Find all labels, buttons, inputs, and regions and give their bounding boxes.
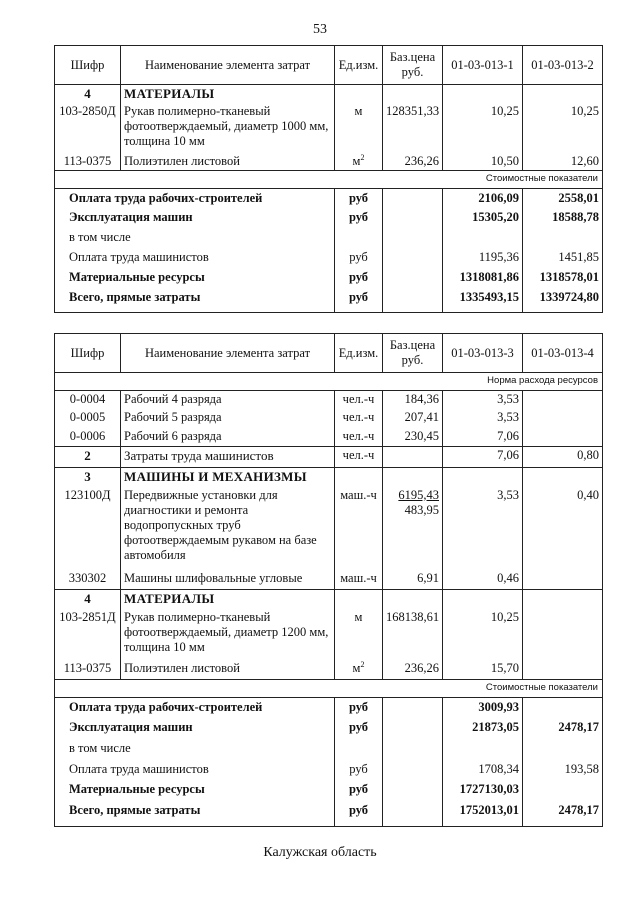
row-price: 128351,33 <box>383 103 443 152</box>
footer-region: Калужская область <box>263 845 377 860</box>
table-row <box>55 570 603 589</box>
page-number: 53 <box>313 22 327 37</box>
summary-value-2: 18588,78 <box>552 210 599 225</box>
header-cell: Наименование элемента затрат <box>121 334 335 373</box>
summary-label: Материальные ресурсы <box>55 268 335 288</box>
row-price: 184,36 <box>383 390 443 409</box>
table-filler <box>55 821 603 826</box>
summary-label: Эксплуатация машин <box>55 208 335 228</box>
summary-unit: руб <box>335 208 383 228</box>
summary-value-1 <box>443 739 523 760</box>
summary-value-1: 2106,09 <box>443 188 523 208</box>
row-value-1: 3,53 <box>443 487 523 571</box>
section-title: Затраты труда машинистов <box>121 447 335 467</box>
row-value-2 <box>523 390 603 409</box>
summary-row <box>55 268 603 288</box>
row-value-2 <box>523 428 603 447</box>
summary-unit: руб <box>335 288 383 308</box>
summary-value-1: 21873,05 <box>443 718 523 739</box>
header-cell: Баз.цена руб. <box>383 334 443 373</box>
header-cell: 01-03-013-3 <box>443 334 523 373</box>
summary-value-1: 1335493,15 <box>443 288 523 308</box>
band-cost <box>55 171 603 188</box>
row-price: 6,91 <box>383 570 443 589</box>
table-row <box>55 609 603 660</box>
summary-label: Материальные ресурсы <box>55 780 335 801</box>
summary-value-1 <box>443 228 523 248</box>
row-price: 236,26 <box>383 660 443 679</box>
row-value-1: 7,06 <box>443 428 523 447</box>
row-code: 103-2850Д <box>55 103 121 152</box>
section-header <box>55 589 603 609</box>
header-cell: 01-03-013-1 <box>443 46 523 85</box>
summary-value-1: 1708,34 <box>443 760 523 781</box>
header-cell: Наименование элемента затрат <box>121 46 335 85</box>
row-value-2 <box>523 660 603 679</box>
row-value-2: 12,60 <box>570 153 599 168</box>
header-cell: 01-03-013-4 <box>523 334 603 373</box>
summary-row <box>55 739 603 760</box>
row-value-2 <box>523 570 603 589</box>
row-price: 230,45 <box>383 428 443 447</box>
summary-row <box>55 288 603 308</box>
summary-value-1: 15305,20 <box>443 208 523 228</box>
row-unit: м <box>335 103 383 152</box>
summary-unit: руб <box>335 760 383 781</box>
summary-row <box>55 718 603 739</box>
header-cell: Ед.изм. <box>335 334 383 373</box>
row-value-1: 15,70 <box>443 660 523 679</box>
summary-value-2 <box>523 697 603 718</box>
row-name: Рабочий 5 разряда <box>121 409 335 427</box>
table-row <box>55 428 603 447</box>
summary-label: Оплата труда машинистов <box>55 760 335 781</box>
row-name: Полиэтилен листовой <box>121 153 335 171</box>
summary-label: Всего, прямые затраты <box>55 801 335 822</box>
summary-value-2: 2478,17 <box>558 720 599 735</box>
row-name: Рабочий 6 разряда <box>121 428 335 447</box>
row-name: Рукав полимерно-тканевый фотоотверждаемый, диаметр 1200 мм, толщина 10 мм <box>121 609 335 660</box>
summary-value-1: 1727130,03 <box>443 780 523 801</box>
row-unit: чел.-ч <box>335 390 383 409</box>
section-code: 2 <box>55 447 121 467</box>
summary-value-1: 1752013,01 <box>443 801 523 822</box>
table-header <box>55 334 603 373</box>
section-header: 2 Затраты труда машинистов чел.-ч 7,06 0,80 <box>55 447 603 467</box>
table-row <box>55 390 603 409</box>
row-unit: маш.-ч <box>335 570 383 589</box>
section-title: МАТЕРИАЛЫ <box>121 85 335 104</box>
summary-value-2 <box>523 739 603 760</box>
section-code: 4 <box>55 589 121 609</box>
header-cell: Баз.цена руб. <box>383 46 443 85</box>
summary-value-2 <box>523 780 603 801</box>
summary-label: Всего, прямые затраты <box>55 288 335 308</box>
band-cost <box>55 679 603 697</box>
summary-row <box>55 801 603 822</box>
summary-value-2: 193,58 <box>564 761 599 776</box>
row-code: 123100Д <box>55 487 121 571</box>
section-code: 4 <box>55 85 121 104</box>
summary-unit <box>335 228 383 248</box>
summary-label: Эксплуатация машин <box>55 718 335 739</box>
summary-unit: руб <box>335 780 383 801</box>
section-header <box>55 85 603 104</box>
summary-unit: руб <box>335 801 383 822</box>
row-price: 6195,43 483,95 <box>383 487 443 571</box>
section-header <box>55 467 603 487</box>
table-row <box>55 660 603 679</box>
summary-row <box>55 780 603 801</box>
summary-unit: руб <box>335 268 383 288</box>
summary-value-2: 2478,17 <box>558 802 599 817</box>
header-cell: Шифр <box>55 46 121 85</box>
table-row <box>55 103 603 152</box>
summary-unit: руб <box>335 248 383 268</box>
table-row <box>55 487 603 571</box>
row-value-1: 3,53 <box>443 409 523 427</box>
summary-label: Оплата труда рабочих-строителей <box>55 188 335 208</box>
section-title: МАТЕРИАЛЫ <box>121 589 335 609</box>
row-name: Полиэтилен листовой <box>121 660 335 679</box>
row-unit: чел.-ч <box>335 428 383 447</box>
row-code: 103-2851Д <box>55 609 121 660</box>
band-label: Стоимостные показатели <box>55 679 603 697</box>
summary-value-2: 1339724,80 <box>539 289 599 304</box>
summary-row <box>55 188 603 208</box>
header-cell: Ед.изм. <box>335 46 383 85</box>
band-label: Стоимостные показатели <box>55 171 603 188</box>
row-unit: маш.-ч <box>335 487 383 571</box>
row-unit: чел.-ч <box>335 409 383 427</box>
summary-unit: руб <box>335 188 383 208</box>
row-name: Рукав полимерно-тканевый фотоотверждаемый, диаметр 1000 мм, толщина 10 мм <box>121 103 335 152</box>
table-header <box>55 46 603 85</box>
summary-row <box>55 697 603 718</box>
table-row <box>55 153 603 171</box>
summary-row <box>55 248 603 268</box>
summary-value-2: 1318578,01 <box>539 269 599 284</box>
row-value-1: 3,53 <box>443 390 523 409</box>
cost-table-1 <box>54 45 603 313</box>
header-cell: Шифр <box>55 334 121 373</box>
summary-value-1: 1195,36 <box>443 248 523 268</box>
row-value-1: 10,25 <box>443 103 523 152</box>
summary-unit <box>335 739 383 760</box>
band-label: Норма расхода ресурсов <box>55 373 603 391</box>
row-code: 0-0005 <box>55 409 121 427</box>
row-price: 168138,61 <box>383 609 443 660</box>
summary-row <box>55 760 603 781</box>
table-row <box>55 409 603 427</box>
row-name: Машины шлифовальные угловые <box>121 570 335 589</box>
row-value-1: 10,50 <box>443 153 523 171</box>
summary-value-2: 1451,85 <box>558 250 599 265</box>
summary-label: Оплата труда рабочих-строителей <box>55 697 335 718</box>
band-norma <box>55 373 603 391</box>
row-name: Передвижные установки для диагностики и ремонта водопропускных труб фотоотверждаемым рукавом на базе автомобиля <box>121 487 335 571</box>
row-code: 0-0006 <box>55 428 121 447</box>
summary-row <box>55 228 603 248</box>
summary-label: в том числе <box>55 739 335 760</box>
section-code: 3 <box>55 467 121 487</box>
summary-value-1: 3009,93 <box>443 697 523 718</box>
summary-value-2: 2558,01 <box>558 190 599 205</box>
row-unit: $м^2$ <box>335 660 383 679</box>
row-value-1: 10,25 <box>443 609 523 660</box>
summary-value-2 <box>523 228 603 248</box>
row-unit: м <box>335 609 383 660</box>
row-price: 207,41 <box>383 409 443 427</box>
summary-row <box>55 208 603 228</box>
summary-label: в том числе <box>55 228 335 248</box>
row-unit: $м^2$ <box>335 153 383 171</box>
table-filler <box>55 308 603 313</box>
summary-label: Оплата труда машинистов <box>55 248 335 268</box>
row-value-2: 0,40 <box>577 487 599 502</box>
row-code: 330302 <box>55 570 121 589</box>
header-cell: 01-03-013-2 <box>523 46 603 85</box>
section-title: МАШИНЫ И МЕХАНИЗМЫ <box>121 467 335 487</box>
summary-value-1: 1318081,86 <box>443 268 523 288</box>
cost-table-2 <box>54 333 603 827</box>
row-price: 236,26 <box>383 153 443 171</box>
row-code: 113-0375 <box>55 153 121 171</box>
row-name: Рабочий 4 разряда <box>121 390 335 409</box>
row-code: 113-0375 <box>55 660 121 679</box>
row-code: 0-0004 <box>55 390 121 409</box>
summary-unit: руб <box>335 697 383 718</box>
row-value-2 <box>523 609 603 660</box>
row-value-2: 10,25 <box>570 104 599 119</box>
summary-unit: руб <box>335 718 383 739</box>
row-value-2 <box>523 409 603 427</box>
row-value-1: 0,46 <box>443 570 523 589</box>
